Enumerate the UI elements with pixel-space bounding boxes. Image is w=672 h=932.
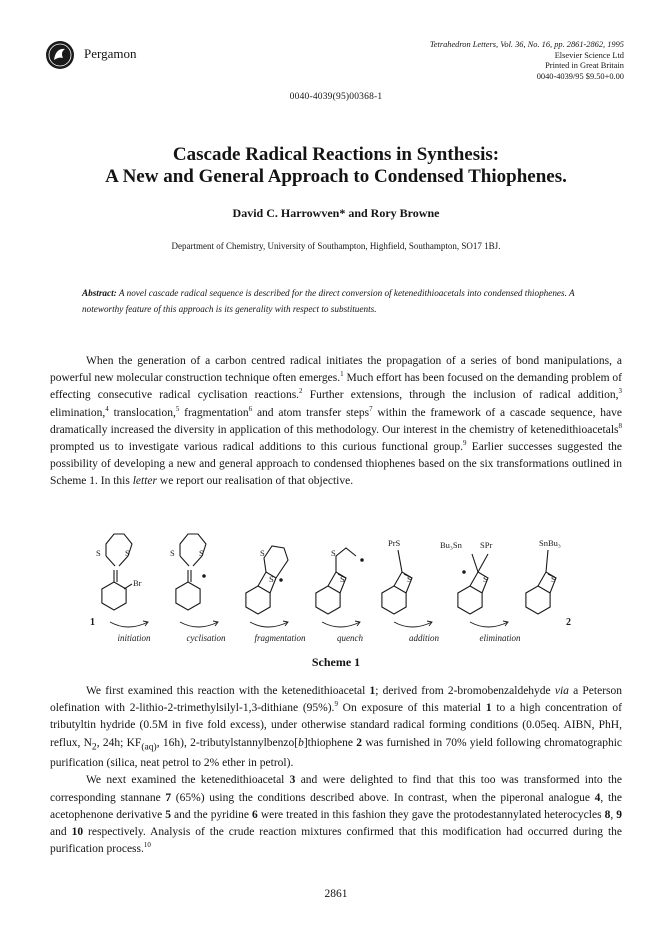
step-label-quench: quench	[337, 633, 363, 643]
text-run: ]thiophene	[303, 736, 357, 749]
atom-label: S	[407, 574, 412, 584]
citation-ref: 6	[248, 404, 253, 413]
citation-ref: 9	[334, 700, 338, 709]
journal-citation: Tetrahedron Letters, Vol. 36, No. 16, pp. 2861-2862, 1995	[429, 40, 624, 49]
atom-label: S	[340, 574, 345, 584]
citation-ref: 8	[618, 421, 622, 430]
title-line-2: A New and General Approach to Condensed Thiophenes.	[105, 166, 567, 187]
text-run: a Peterson olefination with 2-lithio-2-trimethylsilyl-1,3-dithiane (95%).	[50, 685, 622, 715]
atom-label: Br	[133, 578, 142, 588]
text-run: fragmentation	[179, 406, 249, 419]
compound-ref: 3	[289, 774, 296, 787]
page-number: 2861	[324, 888, 348, 900]
text-run: , the acetophenone derivative	[50, 791, 622, 821]
text-run: On exposure of this material	[337, 702, 486, 715]
results-paragraph-2	[50, 772, 622, 858]
structure-1	[102, 534, 132, 610]
text-run: prompted us to investigate various radical additions to this curious functional group.	[50, 441, 464, 454]
text-run: We first examined this reaction with the ketenedithioacetal	[86, 685, 370, 697]
group-label: PrS	[388, 538, 401, 548]
text-run: ; derived from 2-bromobenzaldehyde	[375, 685, 555, 697]
subscript: 2	[91, 740, 97, 752]
compound-number-2: 2	[566, 617, 571, 628]
atom-label: S	[96, 548, 101, 558]
atom-label: S	[483, 574, 488, 584]
text-run: via	[554, 685, 569, 697]
price-line: 0040-4039/95 $9.50+0.00	[536, 71, 624, 81]
text-run: When the generation of a carbon centred radical initiates the propagation of a series of bond manipulations, a powerful new molecular construction technique often emerges.	[50, 355, 622, 385]
compound-ref: 4	[594, 791, 601, 804]
abstract-text: A novel cascade radical sequence is described for the direct conversion of ketenedithioacetals into condensed thiophenes. A noteworthy feature of this approach is its generality with respect to substituents.	[82, 288, 575, 314]
publisher-name: Pergamon	[84, 46, 137, 61]
text-run: Further extensions, through the inclusion of radical addition,	[302, 389, 619, 402]
compound-ref: 8	[604, 808, 611, 821]
abstract-label: Abstract:	[82, 288, 117, 298]
text-run: b	[298, 736, 304, 749]
group-label: Bu₃Sn	[440, 540, 462, 550]
scheme-caption: Scheme 1	[311, 655, 361, 669]
text-run: Earlier successes suggested the possibility of developing a new and general approach to condensed thiophenes based on the six transformations outlined in Scheme 1. In this	[50, 441, 623, 488]
text-run: was furnished in 70% yield following chromatographic purification (silica, neat petrol to 2% ether in petrol).	[50, 736, 622, 770]
compound-ref: 7	[165, 791, 172, 804]
atom-label: S	[551, 574, 556, 584]
text-run: were treated in this fashion they gave the protodestannylated heterocycles	[257, 808, 605, 821]
group-label: SPr	[480, 540, 493, 550]
step-label-cyclisation: cyclisation	[186, 633, 226, 643]
scheme-1-diagram	[88, 526, 588, 648]
structure-cyclised-radical	[246, 546, 288, 614]
pergamon-logo	[45, 40, 75, 70]
step-label-addition: addition	[408, 633, 440, 643]
text-run: we report our realisation of that objective.	[157, 475, 354, 488]
step-label-fragmentation: fragmentation	[254, 633, 306, 643]
authors: David C. Harrowven* and Rory Browne	[232, 206, 440, 220]
compound-ref: 1	[369, 685, 376, 697]
title-line-1: Cascade Radical Reactions in Synthesis:	[172, 144, 500, 165]
compound-ref: 9	[616, 808, 622, 821]
atom-label: S	[125, 548, 130, 558]
step-arrows	[110, 621, 508, 627]
citation-ref: 10	[143, 841, 151, 850]
text-run: respectively. Analysis of the crude reaction mixtures confirmed that this modification had occurred during the purification process.	[50, 825, 623, 856]
citation-ref: 3	[618, 387, 622, 396]
text-run: We next examined the ketenedithioacetal	[86, 774, 290, 787]
text-run: Much effort has been focused on the demanding problem of effecting consecutive radical cyclisation reactions.	[50, 372, 622, 402]
step-label-elimination: elimination	[479, 633, 521, 643]
compound-number-1: 1	[90, 617, 95, 628]
results-paragraph-1	[50, 683, 622, 772]
text-run: and	[50, 825, 72, 838]
compound-ref: 10	[71, 825, 84, 838]
text-run: and were delighted to find that this too was transformed into the corresponding stannane	[50, 774, 622, 804]
citation-ref: 5	[175, 404, 180, 413]
citation-ref: 2	[299, 387, 303, 396]
group-label: SnBu₃	[539, 538, 561, 548]
text-run: ,	[610, 808, 617, 821]
citation-ref: 1	[340, 370, 344, 379]
intro-paragraph	[50, 353, 622, 491]
printed-line: Printed in Great Britain	[545, 61, 624, 71]
text-run: to a high concentration of tributyltin hydride (0.5M in five fold excess), under otherwise standard radical forming conditions (0.05eq. AIBN, PhH, reflux, N	[50, 702, 622, 749]
compound-ref: 2	[356, 736, 363, 749]
citation-ref: 7	[369, 404, 373, 413]
atom-label: S	[331, 548, 336, 558]
journal-info	[430, 40, 624, 82]
compound-ref: 5	[165, 808, 171, 821]
text-run: and the pyridine	[170, 808, 253, 821]
copyright-line: Elsevier Science Ltd	[554, 50, 624, 60]
abstract	[82, 285, 590, 317]
atom-label: S	[170, 548, 175, 558]
structure-aryl-radical	[176, 534, 206, 610]
doi-line: 0040-4039(95)00368-1	[289, 92, 383, 102]
structure-addition-radical	[458, 554, 488, 614]
text-run: , 16h), 2-tributylstannylbenzo[	[156, 736, 299, 749]
citation-ref: 4	[105, 404, 109, 413]
results-section	[50, 683, 622, 858]
text-run: within the framework of a cascade sequence, have dramatically increased the diversity in application of this methodology. Our interest in the chemistry of ketenedithioacetals	[50, 406, 623, 436]
citation-ref: 9	[463, 439, 467, 448]
paper-title	[0, 144, 672, 188]
subscript: (aq)	[141, 740, 157, 752]
text-run: , 24h; KF	[96, 736, 142, 749]
compound-ref: 1	[485, 702, 492, 715]
text-run: elimination,	[50, 406, 106, 419]
text-run: letter	[132, 475, 158, 488]
affiliation: Department of Chemistry, University of Southampton, Highfield, Southampton, SO17 1BJ.	[171, 241, 501, 251]
step-label-initiation: initiation	[117, 633, 151, 643]
atom-label: S	[260, 548, 265, 558]
compound-ref: 6	[252, 808, 258, 821]
atom-label: S	[269, 574, 274, 584]
text-run: (65%) using the conditions described above. In contrast, when the piperonal analogue	[171, 791, 595, 804]
text-run: and atom transfer steps	[252, 406, 370, 419]
atom-label: S	[199, 548, 204, 558]
text-run: translocation,	[108, 406, 176, 419]
